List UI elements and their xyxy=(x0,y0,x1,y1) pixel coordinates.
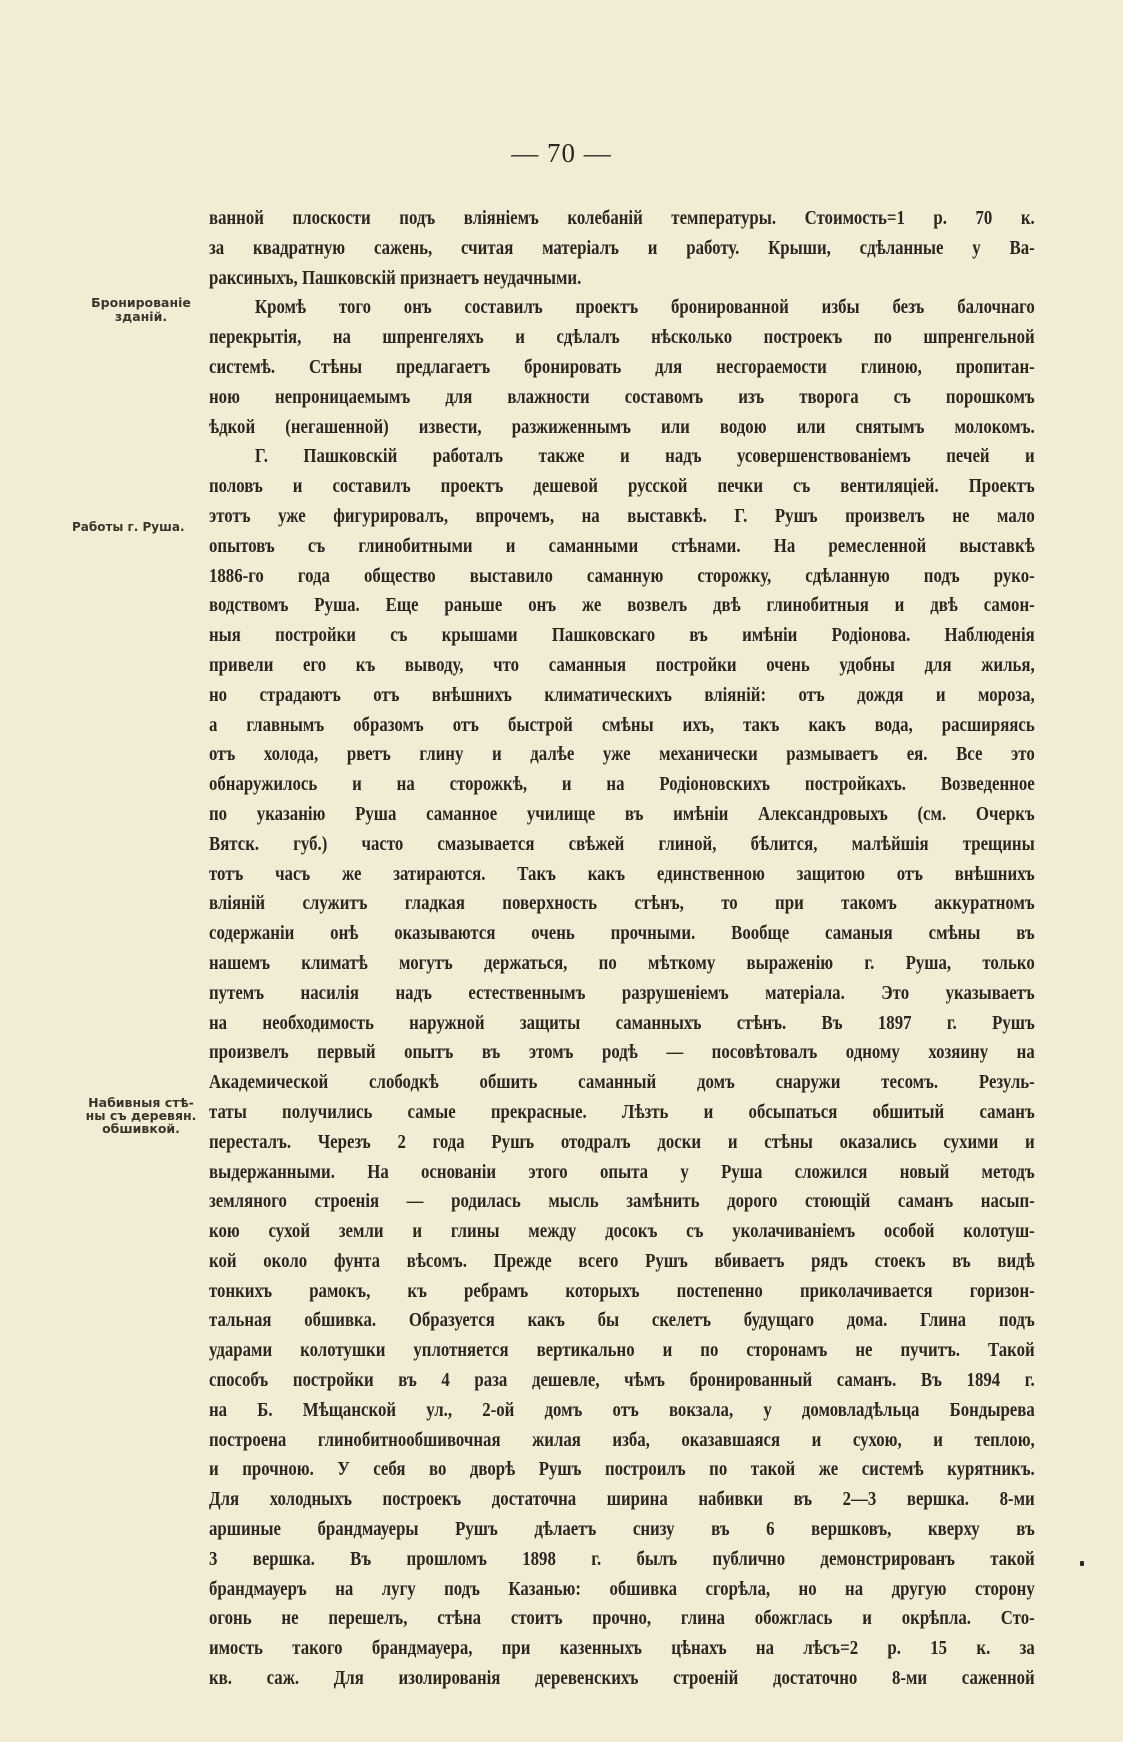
text-line: аршиные брандмауеры Рушъ дѣлаетъ снизу въ 6 вершковъ, кверху въ xyxy=(209,1518,1035,1541)
text-line: перекрытія, на шпренгеляхъ и сдѣлалъ нѣсколько построекъ по шпренгельной xyxy=(209,326,1035,349)
margin-note-line: Набивныя стѣ- xyxy=(88,1095,194,1110)
text-line: тонкихъ рамокъ, къ ребрамъ которыхъ постепенно приколачивается горизон- xyxy=(209,1279,1035,1302)
text-line: содержаніи онѣ оказываются очень прочными. Вообще саманыя смѣны въ xyxy=(209,922,1035,945)
text-line: тотъ часъ же затираются. Такъ какъ единственною защитою отъ внѣшнихъ xyxy=(209,862,1035,885)
text-line: по указанію Руша саманное училище въ имѣніи Александровыхъ (см. Очеркъ xyxy=(209,802,1035,825)
text-line: раксиныхъ, Пашковскій признаетъ неудачными. xyxy=(209,266,582,289)
text-line: вліяній служитъ гладкая поверхность стѣнъ, то при такомъ аккуратномъ xyxy=(209,892,1035,915)
text-line: ванной плоскости подъ вліяніемъ колебаній температуры. Стоимость=1 р. 70 к. xyxy=(209,207,1035,229)
text-line: 1886-го года общество выставило саманную сторожку, сдѣланную подъ руко- xyxy=(209,564,1035,587)
text-line: произвелъ первый опытъ въ этомъ родѣ — посовѣтовалъ одному хозяину на xyxy=(209,1041,1035,1064)
text-line: нашемъ климатѣ могутъ держаться, по мѣткому выраженію г. Руша, только xyxy=(209,951,1035,974)
text-line: привели его къ выводу, что саманныя постройки очень удобны для жилья, xyxy=(209,653,1035,676)
text-line: выдержанными. На основаніи этого опыта у Руша сложился новый методъ xyxy=(209,1160,1035,1183)
text-line: половъ и составилъ проектъ дешевой русской печки съ вентиляціей. Проектъ xyxy=(209,475,1035,498)
text-line: Г. Пашковскій работалъ также и надъ усовершенствованіемъ печей и xyxy=(254,445,1035,468)
text-line: опытовъ съ глинобитными и саманными стѣнами. На ремесленной выставкѣ xyxy=(209,534,1035,557)
text-line: 3 вершка. Въ прошломъ 1898 г. былъ публично демонстрированъ такой xyxy=(209,1547,1035,1570)
text-line: за квадратную сажень, считая матеріалъ и работу. Крыши, сдѣланные у Ва- xyxy=(209,236,1035,259)
text-line: водствомъ Руша. Еще раньше онъ же возвелъ двѣ глинобитныя и двѣ самон- xyxy=(209,594,1035,617)
text-line: а главнымъ образомъ отъ быстрой смѣны ихъ, такъ какъ вода, расширяясь xyxy=(209,713,1035,736)
margin-note-line: Бронированіе xyxy=(91,295,191,310)
text-line: ныя постройки съ крышами Пашковскаго въ имѣніи Родіонова. Наблюденія xyxy=(209,624,1035,647)
text-line: брандмауеръ на лугу подъ Казанью: обшивка сгорѣла, но на другую сторону xyxy=(209,1577,1035,1600)
text-line: огонь не перешелъ, стѣна стоитъ прочно, глина обожглась и окрѣпла. Сто- xyxy=(209,1607,1035,1630)
ink-dot xyxy=(1080,1561,1084,1566)
text-line: обнаружилось и на сторожкѣ, и на Родіоновскихъ постройкахъ. Возведенное xyxy=(209,773,1035,796)
text-line: построена глинобитнообшивочная жилая изба, оказавшаяся и сухою, и теплою, xyxy=(209,1428,1035,1451)
text-line: Кромѣ того онъ составилъ проектъ бронированной избы безъ балочнаго xyxy=(254,296,1035,319)
text-line: отъ холода, рветъ глину и далѣе уже механически размываетъ ея. Все это xyxy=(209,743,1035,766)
text-line: кв. саж. Для изолированія деревенскихъ строеній достаточно 8-ми саженной xyxy=(209,1667,1035,1690)
text-line: и прочною. У себя во дворѣ Рушъ построилъ по такой же системѣ курятникъ. xyxy=(209,1458,1035,1481)
margin-note-line: зданій. xyxy=(114,309,168,324)
text-line: на Б. Мѣщанской ул., 2-ой домъ отъ вокзала, у домовладѣльца Бондырева xyxy=(209,1398,1035,1421)
text-line: таты получились самые прекрасные. Лѣзть и обсыпаться обшитый саманъ xyxy=(209,1100,1035,1123)
text-line: Академической слободкѣ обшить саманный домъ снаружи тесомъ. Резуль- xyxy=(209,1071,1035,1094)
text-line: тальная обшивка. Образуется какъ бы скелетъ будущаго дома. Глина подъ xyxy=(209,1309,1035,1332)
text-line: ною непроницаемымъ для влажности составомъ изъ творога съ порошкомъ xyxy=(209,385,1035,408)
text-line: пересталъ. Черезъ 2 года Рушъ отодралъ доски и стѣны оказались сухими и xyxy=(209,1130,1035,1153)
text-line: кою сухой земли и глины между досокъ съ уколачиваніемъ особой колотуш- xyxy=(209,1220,1035,1243)
margin-note-rush-works xyxy=(72,520,212,534)
text-line: путемъ насилія надъ естественнымъ разрушеніемъ матеріала. Это указываетъ xyxy=(209,981,1035,1004)
text-line: ѣдкой (негашенной) извести, разжиженнымъ или водою или снятымъ молокомъ. xyxy=(209,415,1035,438)
text-line: имость такого брандмауера, при казенныхъ цѣнахъ на лѣсъ=2 р. 15 к. за xyxy=(209,1637,1035,1660)
margin-note-line: ны съ деревян. xyxy=(85,1108,197,1123)
text-line: но страдаютъ отъ внѣшнихъ климатическихъ вліяній: отъ дождя и мороза, xyxy=(209,683,1035,706)
text-line: системѣ. Стѣны предлагаетъ бронировать для несгораемости глиною, пропитан- xyxy=(209,355,1035,378)
margin-note-line: обшивкой. xyxy=(102,1121,180,1136)
text-line: кой около фунта вѣсомъ. Прежде всего Рушъ вбиваетъ рядъ стоекъ въ видѣ xyxy=(209,1249,1035,1272)
text-line: Вятск. губ.) часто смазывается свѣжей глиной, бѣлится, малѣйшія трещины xyxy=(209,832,1035,855)
text-line: Для холодныхъ построекъ достаточна ширина набивки въ 2—3 вершка. 8-ми xyxy=(209,1488,1035,1511)
text-line: земляного строенія — родилась мысль замѣнить дорого стоющій саманъ насып- xyxy=(209,1190,1035,1213)
body-text xyxy=(209,204,1035,1694)
text-line: на необходимость наружной защиты саманныхъ стѣнъ. Въ 1897 г. Рушъ xyxy=(209,1011,1035,1034)
margin-note-rammed-walls xyxy=(66,1096,216,1135)
text-line: этотъ уже фигурировалъ, впрочемъ, на выставкѣ. Г. Рушъ произвелъ не мало xyxy=(209,504,1035,527)
text-line: способъ постройки въ 4 раза дешевле, чѣмъ бронированный саманъ. Въ 1894 г. xyxy=(209,1369,1035,1392)
margin-note-line: Работы г. Руша. xyxy=(72,520,185,534)
margin-note-armoring xyxy=(66,296,216,324)
text-line: ударами колотушки уплотняется вертикально и по сторонамъ не пучитъ. Такой xyxy=(209,1339,1035,1362)
page-number: — 70 — xyxy=(511,138,612,168)
